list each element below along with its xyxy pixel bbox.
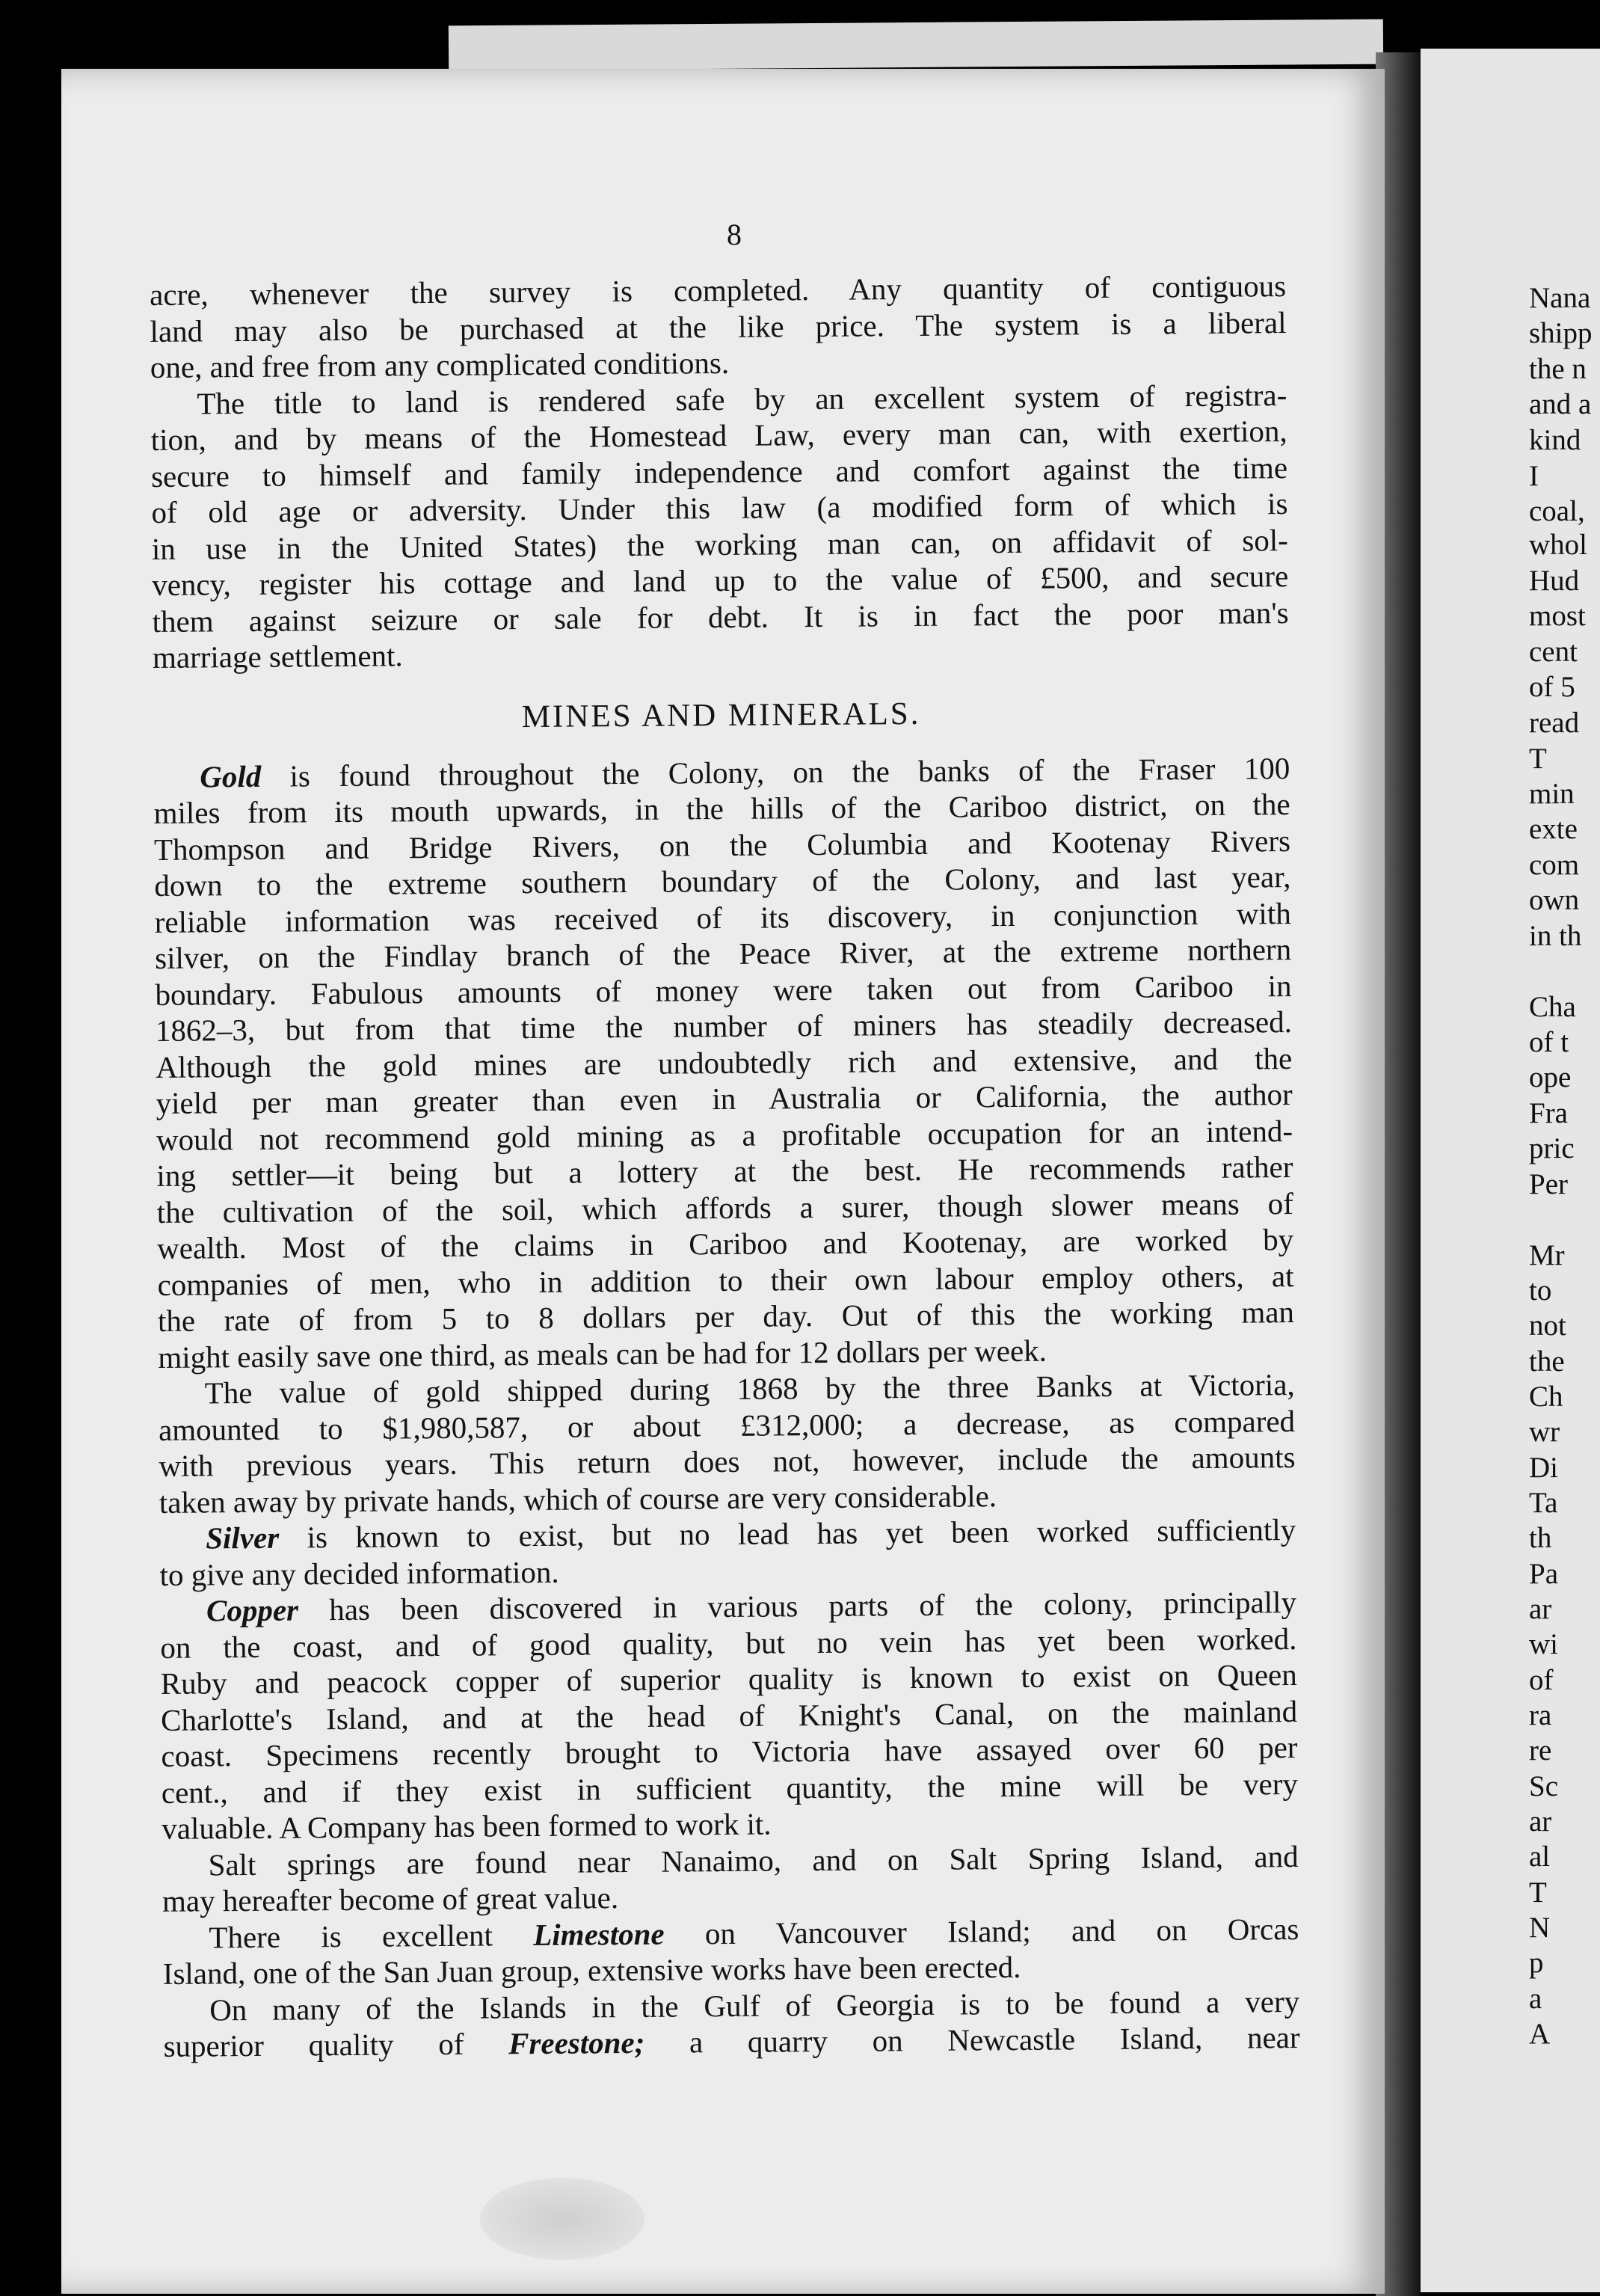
- text-run: Salt springs are found near Nanaimo, and on Salt Spring Island, and: [208, 1838, 1299, 1882]
- text-run: superior quality of: [163, 2026, 509, 2063]
- text-run: has been discovered in various parts of the colony, principally: [298, 1585, 1297, 1627]
- facing-page-line: al: [1529, 1841, 1551, 1873]
- text-run: on the coast, and of good quality, but no vein has yet been worked.: [160, 1621, 1297, 1665]
- text-run: on Vancouver Island; and on Orcas: [664, 1911, 1299, 1951]
- facing-page-line: wi: [1529, 1628, 1558, 1660]
- text-run: companies of men, who in addition to their own labour employ others, at: [157, 1258, 1294, 1302]
- facing-page-line: coal,: [1529, 495, 1585, 527]
- facing-page-line: com: [1529, 849, 1580, 881]
- facing-page-line: Cha: [1529, 991, 1576, 1023]
- text-run: reliable information was received of its discovery, in conjunction with: [154, 895, 1291, 939]
- facing-page-line: kind: [1529, 424, 1581, 456]
- text-run: Although the gold mines are undoubtedly rich and extensive, and the: [156, 1040, 1293, 1084]
- text-run: acre, whenever the survey is completed. Any quantity of contiguous: [150, 268, 1287, 312]
- facing-page-line: re: [1529, 1734, 1552, 1766]
- text-run: The title to land is rendered safe by an excellent system of registra-: [197, 377, 1287, 421]
- facing-page-line: own: [1529, 884, 1580, 916]
- facing-page-line: Pa: [1529, 1558, 1558, 1590]
- facing-page-line: Sc: [1529, 1770, 1558, 1802]
- facing-page-line: Ta: [1529, 1487, 1558, 1519]
- facing-page-line: a: [1529, 1983, 1542, 2015]
- facing-page-line: read: [1529, 707, 1580, 739]
- text-run: silver, on the Findlay branch of the Peace River, at the extreme northern: [154, 932, 1292, 975]
- facing-page-line: the: [1529, 1345, 1565, 1378]
- text-run: coast. Specimens recently brought to Victoria have assayed over 60 per: [161, 1730, 1298, 1773]
- facing-page-line: th: [1529, 1522, 1552, 1554]
- emphasized-term: Gold: [200, 758, 262, 794]
- emphasized-term: Copper: [206, 1592, 299, 1628]
- facing-page-line: A: [1529, 2018, 1551, 2050]
- facing-page-line: of: [1529, 1664, 1554, 1696]
- text-run: vency, register his cottage and land up to the value of £500, and secure: [152, 559, 1289, 602]
- text-run: of old age or adversity. Under this law (a modified form of which is: [151, 486, 1288, 530]
- section-heading: MINES AND MINERALS.: [521, 696, 921, 734]
- facing-page-line: Hud: [1529, 565, 1580, 597]
- facing-page-line: exte: [1529, 813, 1578, 845]
- text-run: cent., and if they exist in sufficient quantity, the mine will be very: [161, 1766, 1299, 1810]
- text-run: wealth. Most of the claims in Cariboo and Kootenay, are worked by: [157, 1222, 1294, 1265]
- text-run: to give any decided information.: [159, 1554, 559, 1592]
- text-run: tion, and by means of the Homestead Law, every man can, with exertion,: [150, 414, 1287, 457]
- text-run: taken away by private hands, which of course are very considerable.: [159, 1478, 997, 1520]
- underlying-page-edge: [449, 19, 1383, 71]
- emphasized-term: Silver: [206, 1520, 280, 1556]
- text-run: them against seizure or sale for debt. It is in fact the poor man's: [152, 595, 1289, 639]
- text-run: yield per man greater than even in Australia or California, the author: [156, 1077, 1293, 1120]
- text-run: ing settler—it being but a lottery at the best. He recommends rather: [156, 1149, 1293, 1193]
- facing-page-line: Nana: [1529, 282, 1591, 314]
- text-run: boundary. Fabulous amounts of money were taken out from Cariboo in: [155, 968, 1292, 1012]
- text-run: valuable. A Company has been formed to work it.: [161, 1806, 772, 1846]
- facing-page-line: wr: [1529, 1416, 1560, 1448]
- facing-page-line: min: [1529, 778, 1575, 810]
- facing-page-line: ar: [1529, 1593, 1552, 1625]
- text-run: Thompson and Bridge Rivers, on the Columbia and Kootenay Rivers: [153, 823, 1291, 867]
- text-run: down to the extreme southern boundary of the Colony, and last year,: [154, 859, 1291, 903]
- facing-page-line: to: [1529, 1274, 1552, 1307]
- text-run: with previous years. This return does not, however, include the amounts: [159, 1440, 1296, 1483]
- facing-page-line: cent: [1529, 636, 1578, 668]
- text-run: miles from its mouth upwards, in the hills of the Cariboo district, on the: [153, 787, 1290, 830]
- facing-page-line: the n: [1529, 353, 1587, 385]
- emphasized-term: Freestone;: [508, 2025, 645, 2061]
- facing-page-line: Fra: [1529, 1097, 1568, 1129]
- text-run: is known to exist, but no lead has yet been worked sufficiently: [279, 1512, 1296, 1555]
- text-run: On many of the Islands in the Gulf of Georgia is to be found a very: [209, 1983, 1300, 2027]
- facing-page-line: of 5: [1529, 671, 1575, 703]
- facing-page-line: T: [1529, 743, 1547, 775]
- facing-page-line: Mr: [1529, 1239, 1565, 1271]
- facing-page-fragment: [1421, 49, 1600, 2292]
- facing-page-line: most: [1529, 600, 1586, 632]
- text-run: marriage settlement.: [152, 638, 403, 675]
- text-run: in use in the United States) the working man can, on affidavit of sol-: [151, 522, 1288, 566]
- facing-page-line: Per: [1529, 1168, 1568, 1200]
- facing-page-line: in th: [1529, 920, 1582, 952]
- page-number: 8: [727, 218, 742, 251]
- facing-page-line: p: [1529, 1947, 1544, 1979]
- paper-stain: [480, 2178, 644, 2260]
- text-run: a quarry on Newcastle Island, near: [644, 2019, 1300, 2060]
- text-run: Charlotte's Island, and at the head of Knight's Canal, on the mainland: [160, 1693, 1298, 1737]
- text-run: The value of gold shipped during 1868 by the three Banks at Victoria,: [204, 1367, 1295, 1411]
- facing-page-line: Di: [1529, 1452, 1558, 1484]
- text-run: one, and free from any complicated conditions.: [150, 345, 730, 384]
- facing-page-line: whol: [1529, 529, 1587, 561]
- facing-page-line: N: [1529, 1912, 1551, 1944]
- emphasized-term: Limestone: [533, 1916, 665, 1952]
- text-run: 1862–3, but from that time the number of miners has steadily decreased.: [155, 1004, 1293, 1048]
- facing-page-line: ope: [1529, 1061, 1572, 1093]
- facing-page-line: ar: [1529, 1805, 1552, 1838]
- text-run: Island, one of the San Juan group, extensive works have been erected.: [162, 1949, 1021, 1991]
- text-run: the cultivation of the soil, which affords a surer, though slower means of: [156, 1185, 1293, 1230]
- text-run: may hereafter become of great value.: [161, 1880, 619, 1918]
- facing-page-line: not: [1529, 1310, 1566, 1342]
- text-run: amounted to $1,980,587, or about £312,000; a decrease, as compared: [158, 1403, 1296, 1447]
- facing-page-line: shipp: [1529, 317, 1593, 349]
- facing-page-line: I: [1529, 460, 1539, 492]
- text-run: land may also be purchased at the like price. The system is a liberal: [150, 304, 1287, 349]
- facing-page-line: of t: [1529, 1026, 1569, 1058]
- body-text: [150, 268, 1300, 2064]
- text-run: Ruby and peacock copper of superior quality is known to exist on Queen: [160, 1657, 1297, 1701]
- text-run: the rate of from 5 to 8 dollars per day. Out of this the working man: [157, 1295, 1295, 1338]
- text-run: would not recommend gold mining as a profitable occupation for an intend-: [156, 1113, 1293, 1157]
- facing-page-line: pric: [1529, 1132, 1575, 1164]
- text-run: is found throughout the Colony, on the banks of the Fraser 100: [261, 750, 1290, 794]
- facing-page-line: and a: [1529, 388, 1592, 420]
- facing-page-line: T: [1529, 1876, 1547, 1909]
- text-run: secure to himself and family independence and comfort against the time: [150, 449, 1288, 494]
- text-run: There is excellent: [209, 1917, 534, 1954]
- text-run: might easily save one third, as meals can be had for 12 dollars per week.: [158, 1333, 1047, 1375]
- facing-page-line: Ch: [1529, 1381, 1563, 1413]
- facing-page-line: ra: [1529, 1699, 1552, 1731]
